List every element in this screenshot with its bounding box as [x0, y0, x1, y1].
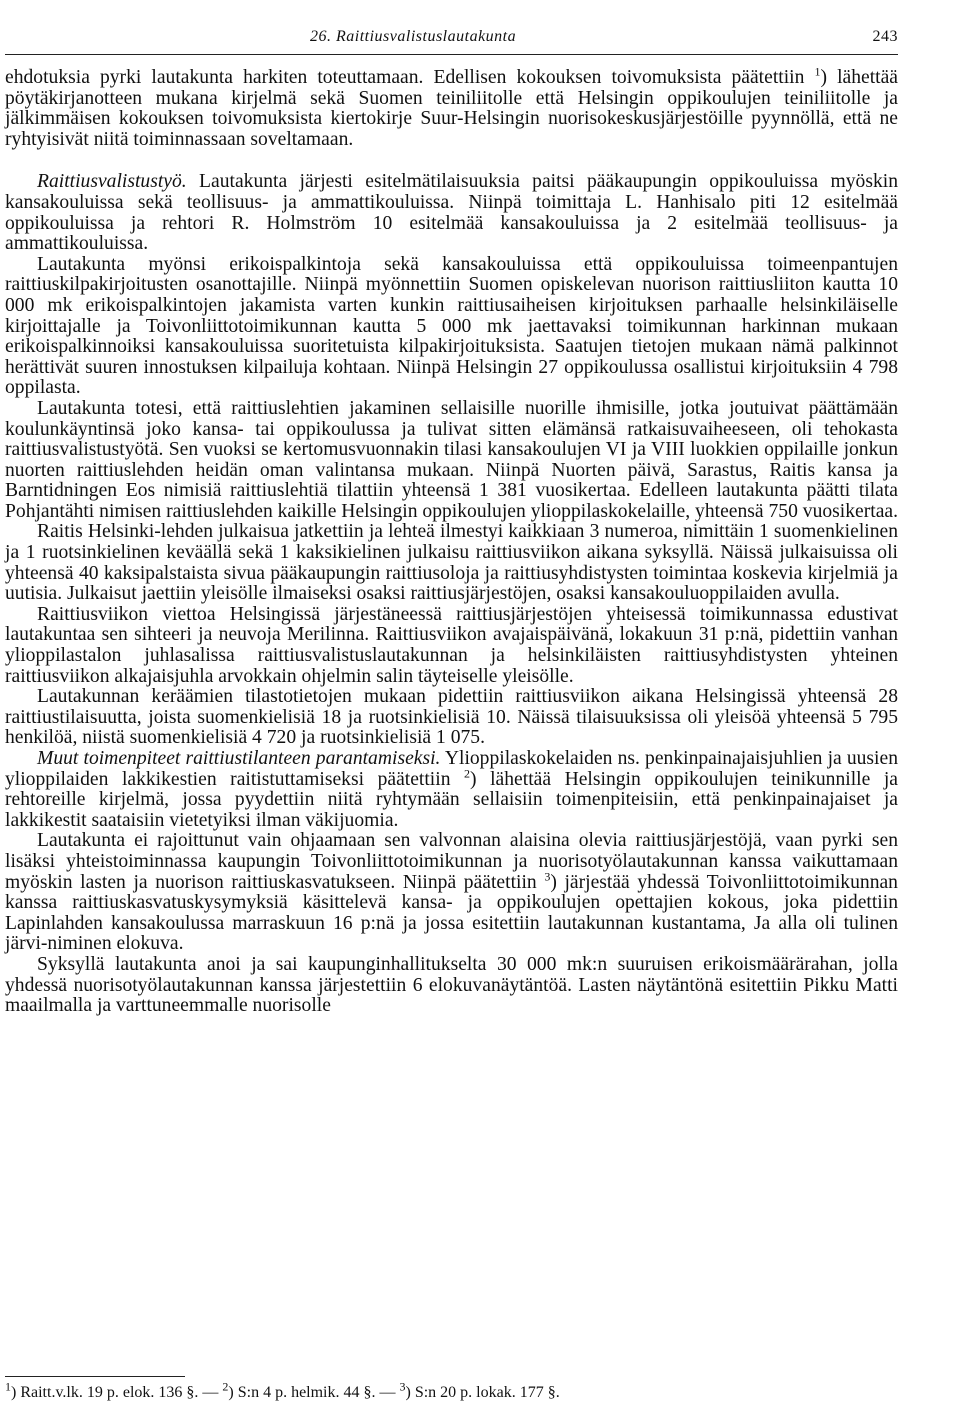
footnote-rule [5, 1376, 185, 1377]
header-title: 26. Raittiusvalistuslautakunta [310, 28, 517, 45]
footnote-marker: 2 [222, 1379, 229, 1394]
footnote-ref: 1 [814, 64, 821, 79]
footnote-marker: 1 [5, 1379, 11, 1394]
footnote-marker: 3 [399, 1379, 406, 1394]
paragraph-text: Raitis Helsinki-lehden julkaisua jatkettiin ja lehteä ilmestyi kaikkiaan 3 numeroa, nimittäin 1 suomenkielinen ja 1 ruotsinkielinen keväällä sekä 1 kaksikielinen julkaisu raittiusviikon aikana syksyllä. Näissä julkaisuissa oli yhteensä 40 kaksipalstaista sivua pääkaupungin raittiusoloja ja raittiusyhdistysten toimintaa koskevia kirjelmiä ja uutisia. Julkaisut jaettiin yleisölle ilmaiseksi osaksi raittiusjärjestöjen, osaksi kansakouluoppilaiden avulla. [5, 521, 898, 605]
footnote-ref: 3 [544, 869, 551, 884]
paragraph-text: ehdotuksia pyrki lautakunta harkiten toteuttamaan. Edellisen kokouksen toivomuksista päätettiin [5, 67, 815, 88]
paragraph-text: Raittiusviikon viettoa Helsingissä järjestäneessä raittiusjärjestöjen yhteisessä toimikunnassa edustivat lautakuntaa sen sihteeri ja neuvoja Merilinna. Raittiusviikon avajaispäivänä, lokakuun 31 p:nä, pidettiin vanhan ylioppilastalon juhlasalissa raittiusvalistuslautakunnan ja helsinkiläisten raittiusyhdistysten yhteinen raittiusviikon alkajaisjuhla arvokkain ohjelmin salin täyteiselle yleisölle. [5, 603, 898, 687]
paragraph-text: Lautakunta myönsi erikoispalkintoja sekä kansakouluissa että oppikouluissa toimeenpantujen raittiuskilpakirjoitusten osanottajille. Niinpä myönnettiin Suomen opiskelevan nuorison raittiusliiton kautta 10 000 mk erikoispalkintojen jakamista varten kunkin raittiusaiheisen kirjoituksen parhaalle helsinkiläiselle kirjoittajalle ja Toivonliittotoimikunnan kautta 5 000 mk jaettavaksi toimikunnan harkinnan mukaan erikoispalkinnoiksi kansakouluissa suoritetuista kilpakirjoituksista. Saatujen tietojen mukaan nämä palkinnot herättivät suuren innostuksen kilpailuja kohtaan. Niinpä Helsingin 27 oppikoulussa osallistui kirjoituksiin 4 798 oppilasta. [5, 253, 898, 399]
body-text [5, 64, 898, 1017]
paragraph-text: Lautakunnan keräämien tilastotietojen mukaan pidettiin raittiusviikon aikana Helsingissä yhteensä 28 raittiustilaisuutta, joista suomenkielisiä 18 ja ruotsinkielisiä 10. Näissä tilaisuuksissa oli yleisöä yhteensä 5 795 henkilöä, niistä suomenkielisiä 4 720 ja ruotsinkielisiä 1 075. [5, 686, 898, 749]
section-heading: Muut toimenpiteet raittiustilanteen parantamiseksi. [37, 748, 441, 769]
paragraph [5, 522, 898, 604]
paragraph-text: Lautakunta järjesti esitelmätilaisuuksia paitsi pääkaupungin oppikouluissa myöskin kansakouluissa sekä teollisuus- ja ammattikouluissa. Niinpä toimittaja L. Hanhisalo piti 12 esitelmää oppikouluissa ja rehtori R. Holmström 10 esitelmää kansakouluissa ja 2 esitelmää teollisuus- ja ammattikouluissa. [5, 171, 898, 255]
section-heading: Raittiusvalistustyö. [37, 171, 187, 193]
paragraph-text: Syksyllä lautakunta anoi ja sai kaupunginhallitukselta 30 000 mk:n suuruisen erikoismäärärahan, jolla yhdessä nuorisotyölautakunnan kanssa järjestettiin 6 elokuvanäytäntöä. Lasten näytäntönä esitettiin Pikku Matti maailmalla ja varttuneemmalle nuorisolle [5, 953, 898, 1017]
page-number: 243 [872, 28, 898, 45]
footnotes [5, 1379, 898, 1402]
paragraph-text: Ylioppilaskokelaiden ns. penkinpainajaisjuhlien ja uusien ylioppilaiden lakkikestien raitistuttamiseksi päätettiin [5, 748, 898, 790]
paragraph [5, 64, 898, 150]
paragraph [5, 399, 898, 523]
running-header [5, 28, 898, 52]
paragraph-text: Lautakunta ei rajoittunut vain ohjaamaan sen valvonnan alaisina olevia raittiusjärjestöjä, vaan pyrki sen lisäksi yhteistoiminnassa kaupungin Toivonliittotoimikunnan ja nuorisotyölautakunnan kanssa vaikuttamaan myöskin lasten ja nuorison raittiuskasvatukseen. Niinpä päätettiin [5, 830, 898, 893]
paragraph [5, 687, 898, 749]
paragraph [5, 605, 898, 687]
footnote-text: ) Raitt.v.lk. 19 p. elok. 136 §. — [11, 1384, 223, 1401]
paragraph [5, 172, 898, 254]
paragraph-text: Lautakunta totesi, että raittiuslehtien jakaminen sellaisille nuorille ihmisille, jotka joutuivat päättämään koulunkäyntinsä joko kansa- tai oppikoulussa ja tulivat sitten elämänsä ratkaisuvaiheeseen, oli tehokasta raittiusvalistustyötä. Sen vuoksi se kertomusvuonnakin tilasi kansakoulujen VI ja VIII luokkien oppilaille jonkun nuorten raittiuslehden heidän oman valintansa mukaan. Niinpä Nuorten päivä, Sarastus, Raitis kansa ja Barntidningen Eos nimisiä raittiuslehtiä tilattiin yhteensä 1 381 vuosikertaa. Edelleen lautakunta päätti tilata Pohjantähti nimisen raittiuslehden kaikille Helsingin oppikoulujen ylioppilaskokelaille, yhteensä 750 vuosikertaa. [5, 397, 898, 522]
paragraph [5, 831, 898, 955]
paragraph-text: ) lähettää Helsingin oppikoulujen teinikunnille ja rehtoreille kirjelmä, jossa pyydettiin niitä ryhtymään sellaisiin toimenpiteisiin, että penkinpainajaiset ja lakkikestit saataisiin vietetyiksi ilman väkijuomia. [5, 768, 898, 831]
paragraph [5, 955, 898, 1017]
paragraph-text: ) järjestää yhdessä Toivonliittotoimikunnan kanssa raittiuskasvatuskysymyksiä käsittelevä kansa- ja oppikoulujen opettajien kokous, joka pidettiin Lapinlahden kansakoulussa marraskuun 16 p:nä ja jossa esitettiin lautakunnan kustantama, Ja alla oli tulinen järvi-niminen elokuva. [5, 871, 898, 955]
footnote-ref: 2 [464, 766, 471, 781]
footnote-text: ) S:n 20 p. lokak. 177 §. [405, 1384, 560, 1401]
paragraph [5, 749, 898, 831]
header-rule [5, 54, 898, 55]
footnote-text: ) S:n 4 p. helmik. 44 §. — [228, 1384, 400, 1401]
paragraph [5, 255, 898, 399]
paragraph-text: ) lähettää pöytäkirjanotteen mukana kirjelmä sekä Suomen teiniliitolle että Helsingin oppikoulujen teiniliitolle ja jälkimmäisen kokouksen toivomuksista kiertokirje Suur-Helsingin nuorisokeskusjärjestöille pyynnöllä, että ne ryhtyisivät niitä toiminnassaan soveltamaan. [5, 67, 898, 150]
